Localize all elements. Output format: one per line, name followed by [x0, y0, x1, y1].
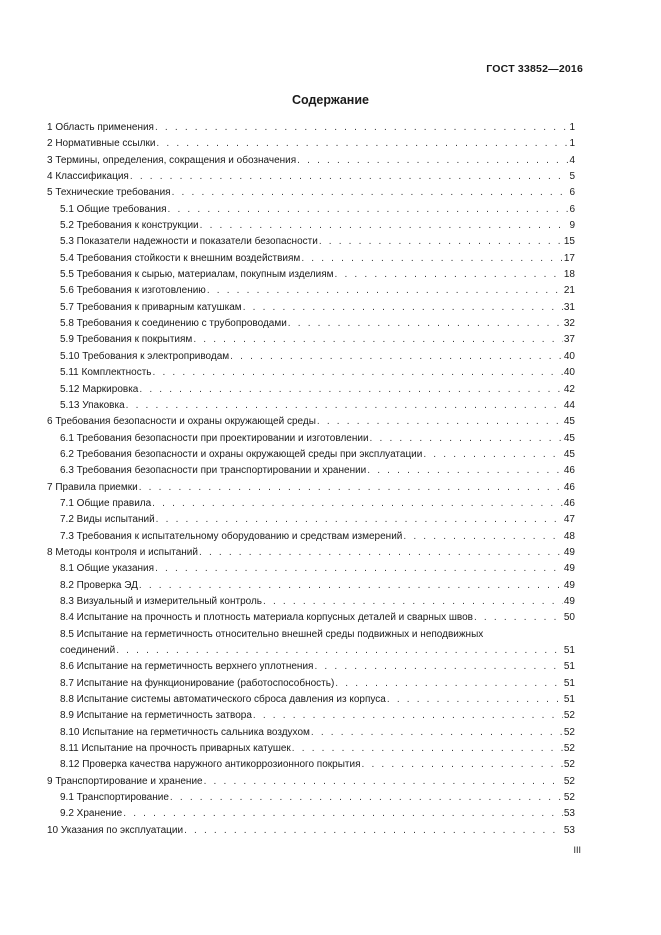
toc-entry[interactable] [47, 136, 575, 152]
toc-entry[interactable] [47, 414, 575, 430]
toc-entry-label: 2 Нормативные ссылки [47, 138, 156, 150]
toc-entry[interactable] [47, 218, 575, 234]
toc-entry-page: 1 [569, 138, 575, 150]
toc-entry-page: 18 [563, 269, 575, 281]
toc-entry[interactable] [47, 806, 575, 822]
toc-entry-label: 8 Методы контроля и испытаний [47, 546, 198, 558]
toc-entry-page: 53 [563, 824, 575, 836]
dot-leader [200, 218, 569, 234]
toc-entry-page: 6 [569, 187, 575, 199]
dot-leader [292, 741, 563, 757]
dot-leader [423, 447, 563, 463]
toc-entry-page: 52 [563, 759, 575, 771]
toc-entry-page: 46 [563, 465, 575, 477]
dot-leader [474, 610, 563, 626]
toc-entry-label: 8.10 Испытание на герметичность сальника воздухом [60, 726, 310, 738]
dot-leader [168, 202, 569, 218]
toc-entry-page: 46 [563, 497, 575, 509]
toc-entry-page: 44 [563, 399, 575, 411]
toc-entry-label: 9.2 Хранение [60, 808, 123, 820]
toc-entry[interactable] [47, 692, 575, 708]
toc-entry[interactable] [47, 267, 575, 283]
toc-entry-label: 6.1 Требования безопасности при проектировании и изготовлении [60, 432, 369, 444]
dot-leader [139, 382, 563, 398]
dot-leader [387, 692, 563, 708]
toc-entry-page: 5 [569, 171, 575, 183]
toc-entry[interactable] [47, 512, 575, 528]
dot-leader [139, 480, 563, 496]
toc-entry[interactable] [47, 202, 575, 218]
toc-entry-label: 6.2 Требования безопасности и охраны окружающей среды при эксплуатации [60, 448, 423, 460]
toc-entry-page: 49 [563, 579, 575, 591]
toc-entry-label: 8.12 Проверка качества наружного антикоррозионного покрытия [60, 759, 361, 771]
toc-entry[interactable] [47, 757, 575, 773]
toc-entry-label: 6.3 Требования безопасности при транспортировании и хранении [60, 465, 367, 477]
dot-leader [152, 496, 563, 512]
toc-entry[interactable] [47, 496, 575, 512]
dot-leader [123, 806, 563, 822]
toc-entry-label: 10 Указания по эксплуатации [47, 824, 184, 836]
toc-entry[interactable] [47, 431, 575, 447]
toc-entry-label: 5.9 Требования к покрытиям [60, 334, 193, 346]
toc-entry[interactable] [47, 120, 575, 136]
dot-leader [184, 823, 563, 839]
toc-entry[interactable] [47, 349, 575, 365]
dot-leader [172, 185, 569, 201]
toc-entry[interactable] [47, 169, 575, 185]
dot-leader [126, 398, 563, 414]
toc-entry-label: 5.11 Комплектность [60, 367, 152, 379]
toc-entry-page: 9 [569, 220, 575, 232]
dot-leader [230, 349, 563, 365]
toc-entry-label: 8.4 Испытание на прочность и плотность материала корпусных деталей и сварных швов [60, 612, 473, 624]
toc-entry[interactable] [47, 463, 575, 479]
toc-entry-page: 42 [563, 383, 575, 395]
toc-entry-page: 52 [563, 775, 575, 787]
toc-entry[interactable] [47, 627, 575, 660]
dot-leader [367, 463, 563, 479]
toc-entry-page: 40 [563, 350, 575, 362]
toc-entry-page: 45 [563, 432, 575, 444]
toc-entry-page: 6 [569, 203, 575, 215]
toc-entry[interactable] [47, 561, 575, 577]
toc-entry-page: 50 [563, 612, 575, 624]
toc-entry[interactable] [47, 332, 575, 348]
toc-entry-page: 49 [563, 595, 575, 607]
dot-leader [153, 365, 563, 381]
toc-entry[interactable] [47, 300, 575, 316]
toc-entry-label: 5.7 Требования к приварным катушкам [60, 301, 242, 313]
toc-entry-label: 5.12 Маркировка [60, 383, 139, 395]
toc-entry[interactable] [47, 283, 575, 299]
page-number: III [573, 845, 581, 855]
dot-leader [207, 283, 563, 299]
toc-entry-page: 45 [563, 416, 575, 428]
dot-leader [156, 136, 568, 152]
toc-entry-page: 49 [563, 563, 575, 575]
toc-entry[interactable] [47, 725, 575, 741]
toc-entry[interactable] [47, 251, 575, 267]
dot-leader [116, 643, 563, 659]
dot-leader [361, 757, 562, 773]
toc-entry[interactable] [47, 316, 575, 332]
toc-entry-page: 47 [563, 514, 575, 526]
toc-entry-label: 1 Область применения [47, 122, 154, 133]
dot-leader [170, 790, 563, 806]
toc-entry[interactable] [47, 185, 575, 201]
toc-entry-label: 7 Правила приемки [47, 481, 138, 493]
toc-entry-label: 5.5 Требования к сырью, материалам, покупным изделиям [60, 269, 334, 281]
toc-entry[interactable] [47, 774, 575, 790]
toc-entry-label: 7.1 Общие правила [60, 497, 152, 509]
toc-entry-page: 51 [563, 694, 575, 706]
toc-entry-page: 48 [563, 530, 575, 542]
dot-leader [156, 512, 563, 528]
toc-entry-label: 9.1 Транспортирование [60, 792, 169, 804]
toc-entry-label: 7.2 Виды испытаний [60, 514, 155, 526]
dot-leader [204, 774, 563, 790]
toc-entry[interactable] [47, 578, 575, 594]
dot-leader [130, 169, 569, 185]
dot-leader [253, 708, 563, 724]
toc-entry[interactable] [47, 153, 575, 169]
toc-entry-label: 5.8 Требования к соединению с трубопроводами [60, 318, 287, 330]
page-title: Содержание [291, 93, 369, 107]
toc-entry[interactable] [47, 545, 575, 561]
toc-entry[interactable] [47, 594, 575, 610]
toc-entry-label: 8.7 Испытание на функционирование (работоспособность) [60, 677, 335, 689]
toc-entry-label: 8.5 Испытание на герметичность относительно внешней среды подвижных и неподвижных [60, 628, 484, 640]
toc-entry[interactable] [47, 676, 575, 692]
toc-entry[interactable] [47, 365, 575, 381]
toc-entry-label: 5.10 Требования к электроприводам [60, 350, 230, 362]
toc-entry[interactable] [47, 382, 575, 398]
toc-entry-page: 49 [563, 546, 575, 558]
dot-leader [288, 316, 563, 332]
toc-entry-label: 8.2 Проверка ЭД [60, 579, 138, 591]
dot-leader [335, 676, 563, 692]
toc-entry-label: 8.9 Испытание на герметичность затвора [60, 710, 252, 722]
toc-entry[interactable] [47, 398, 575, 414]
toc-entry-label: 5.3 Показатели надежности и показатели безопасности [60, 236, 318, 248]
toc-entry-page: 21 [563, 285, 575, 297]
dot-leader [314, 659, 562, 675]
dot-leader [297, 153, 568, 169]
toc-entry[interactable] [47, 610, 575, 626]
toc-entry-page: 51 [563, 645, 575, 656]
toc-entry-label: 9 Транспортирование и хранение [47, 775, 203, 787]
dot-leader [403, 529, 563, 545]
toc-entry[interactable] [47, 741, 575, 757]
toc-entry-page: 31 [563, 301, 575, 313]
toc-entry[interactable] [47, 447, 575, 463]
toc-entry-page: 17 [563, 252, 575, 264]
toc-entry-label: 8.6 Испытание на герметичность верхнего уплотнения [60, 661, 314, 673]
dot-leader [193, 332, 563, 348]
toc-entry[interactable] [47, 234, 575, 250]
toc-entry-page: 1 [569, 122, 575, 133]
toc-entry-page: 52 [563, 710, 575, 722]
dot-leader [370, 431, 563, 447]
dot-leader [317, 414, 563, 430]
toc-entry-label: 8.11 Испытание на прочность приварных катушек [60, 743, 291, 755]
toc-entry[interactable] [47, 790, 575, 806]
document-code: ГОСТ 33852—2016 [486, 63, 583, 75]
toc-entry[interactable] [47, 708, 575, 724]
toc-entry-label: 7.3 Требования к испытательному оборудованию и средствам измерений [60, 530, 403, 542]
dot-leader [301, 251, 563, 267]
toc-entry-label: 8.8 Испытание системы автоматического сброса давления из корпуса [60, 694, 386, 706]
toc-entry-label-continuation: соединений [60, 645, 116, 656]
toc-entry-page: 52 [563, 792, 575, 804]
toc-entry-page: 40 [563, 367, 575, 379]
toc-entry-label: 5 Технические требования [47, 187, 171, 199]
toc-entry[interactable] [47, 480, 575, 496]
dot-leader [243, 300, 563, 316]
toc-entry-page: 45 [563, 448, 575, 460]
dot-leader [319, 234, 563, 250]
toc-entry-label: 5.2 Требования к конструкции [60, 220, 199, 232]
toc-entry[interactable] [47, 529, 575, 545]
toc-entry-page: 15 [563, 236, 575, 248]
toc-entry-label: 5.4 Требования стойкости к внешним воздействиям [60, 252, 301, 264]
toc-entry-label: 5.6 Требования к изготовлению [60, 285, 206, 297]
toc-entry-label: 4 Классификация [47, 171, 129, 183]
toc-entry-label: 5.13 Упаковка [60, 399, 125, 411]
dot-leader [199, 545, 563, 561]
dot-leader [155, 561, 563, 577]
toc-entry-page: 52 [563, 743, 575, 755]
toc-entry-page: 37 [563, 334, 575, 346]
toc-entry-label: 5.1 Общие требования [60, 203, 167, 215]
toc-entry-page: 51 [563, 677, 575, 689]
table-of-contents [47, 120, 575, 839]
toc-entry-page: 46 [563, 481, 575, 493]
dot-leader [335, 267, 563, 283]
toc-entry[interactable] [47, 659, 575, 675]
toc-entry-page: 53 [563, 808, 575, 820]
dot-leader [139, 578, 563, 594]
toc-entry-page: 4 [569, 154, 575, 166]
toc-entry-label: 8.3 Визуальный и измерительный контроль [60, 595, 263, 607]
toc-entry-label: 8.1 Общие указания [60, 563, 155, 575]
toc-entry[interactable] [47, 823, 575, 839]
toc-entry-page: 51 [563, 661, 575, 673]
dot-leader [311, 725, 563, 741]
toc-entry-page: 32 [563, 318, 575, 330]
toc-entry-label: 3 Термины, определения, сокращения и обозначения [47, 154, 297, 166]
dot-leader [263, 594, 563, 610]
toc-entry-label: 6 Требования безопасности и охраны окружающей среды [47, 416, 316, 428]
toc-entry-page: 52 [563, 726, 575, 738]
dot-leader [155, 120, 568, 136]
